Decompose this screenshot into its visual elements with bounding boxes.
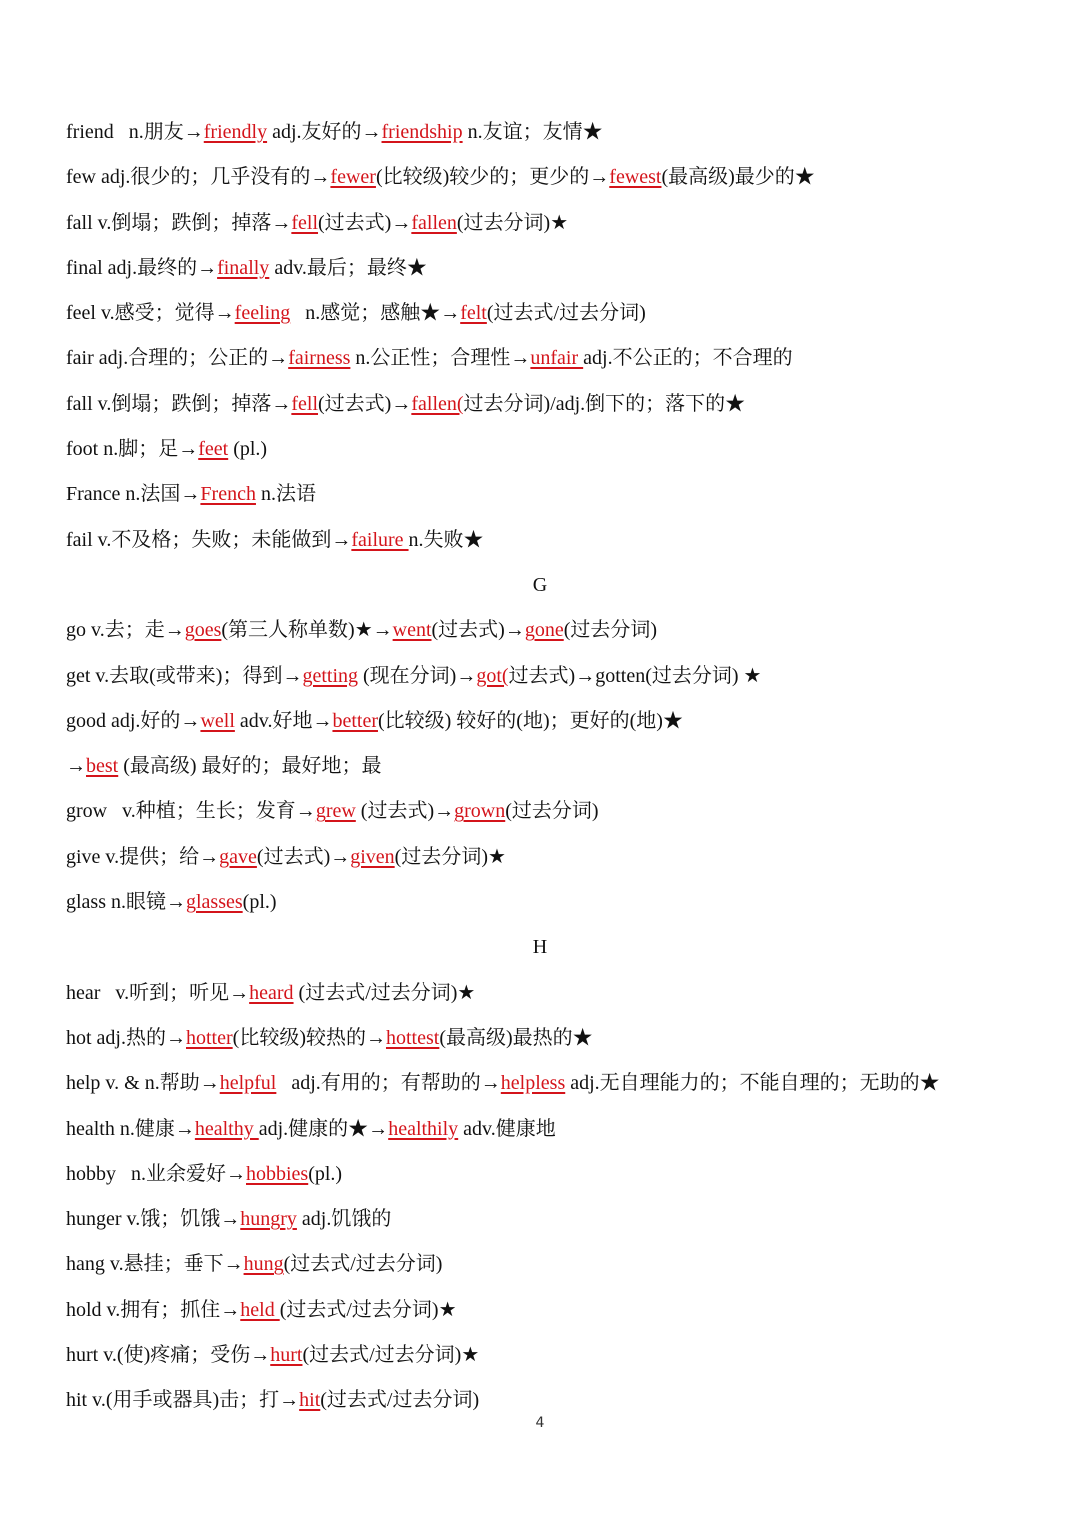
vocab-entry	[66, 882, 1046, 927]
entry-text: fall v.倒塌；跌倒；掉落→	[66, 211, 292, 234]
highlighted-word: healthy	[194, 1117, 259, 1140]
vocab-entry	[66, 429, 1046, 474]
vocab-entry	[66, 157, 1046, 202]
vocab-entry	[66, 1199, 1046, 1244]
entry-text: adv.健康地	[458, 1117, 556, 1140]
vocab-entry	[66, 1154, 1046, 1199]
entry-text: help v. & n.帮助→	[66, 1072, 220, 1095]
vocab-entry	[66, 293, 1046, 338]
highlighted-word: fallen	[411, 211, 457, 234]
entry-text: give v.提供；给→	[66, 845, 220, 868]
entry-text: (过去式/过去分词)★	[279, 1298, 457, 1321]
highlighted-word: fewer	[330, 166, 376, 189]
entry-text: H	[532, 936, 548, 959]
entry-text: adv.最后；最终★	[269, 256, 427, 279]
highlighted-word: fell	[291, 211, 319, 234]
entry-text: n.友谊；友情★	[462, 121, 603, 143]
highlighted-word: best	[86, 755, 119, 778]
entry-text: (过去分词)★	[456, 211, 569, 234]
highlighted-word: hottest	[385, 1026, 440, 1049]
section-heading	[0, 565, 1080, 610]
highlighted-word: goes	[184, 619, 222, 642]
entry-text: fall v.倒塌；跌倒；掉落→	[66, 392, 292, 415]
entry-text: few adj.很少的；几乎没有的→	[66, 166, 331, 189]
entry-text: 过去分词)/adj.倒下的；落下的★	[463, 392, 746, 415]
highlighted-word: feet	[198, 438, 229, 461]
highlighted-word: well	[200, 709, 235, 732]
entry-text: (最高级)最热的★	[439, 1026, 593, 1049]
section-heading	[0, 927, 1080, 972]
entry-text: adj.不公正的；不合理的	[583, 347, 793, 370]
vocab-entry	[66, 1109, 1046, 1154]
entry-text: adj.健康的★→	[258, 1117, 389, 1140]
highlighted-word: helpless	[500, 1072, 566, 1095]
highlighted-word: given	[350, 845, 395, 868]
highlighted-word: hung	[243, 1253, 284, 1276]
highlighted-word: failure	[351, 528, 409, 551]
highlighted-word: felt	[460, 302, 487, 325]
highlighted-word: held	[240, 1298, 280, 1321]
entry-text: →	[66, 755, 86, 778]
entry-text: (pl.)	[308, 1162, 343, 1185]
entry-text: n.公正性；合理性→	[350, 347, 531, 370]
highlighted-word: fairness	[288, 347, 351, 370]
entry-text: n.失败★	[408, 528, 484, 551]
highlighted-word: gave	[219, 845, 257, 868]
entry-text: (过去式)→	[256, 845, 351, 868]
entry-text: adj.无自理能力的；不能自理的；无助的★	[565, 1072, 940, 1095]
entry-text: (比较级)较热的→	[232, 1026, 386, 1049]
vocab-entry	[66, 791, 1046, 836]
vocab-entry	[66, 1063, 1046, 1108]
entry-text: health n.健康→	[66, 1117, 195, 1140]
entry-text: adj.友好的→	[267, 121, 382, 143]
highlighted-word: healthily	[388, 1117, 459, 1140]
vocab-entry	[66, 384, 1046, 429]
entry-text: (比较级) 较好的(地)；更好的(地)★	[377, 709, 683, 732]
highlighted-word: hungry	[240, 1208, 297, 1231]
vocab-entry	[66, 474, 1046, 519]
entry-text: hobby n.业余爱好→	[66, 1162, 246, 1185]
vocab-entry	[66, 520, 1046, 565]
entry-text: (过去式)→	[431, 619, 525, 642]
entry-text: adj.饥饿的	[296, 1208, 392, 1231]
entry-text: G	[532, 573, 548, 596]
entry-text: get v.去取(或带来)；得到→	[66, 664, 303, 687]
highlighted-word: went	[392, 619, 432, 642]
vocab-entry	[66, 1290, 1046, 1335]
entry-text: go v.去；走→	[66, 619, 185, 642]
entry-text: (pl.)	[242, 891, 277, 914]
vocabulary-list	[66, 112, 1046, 1426]
entry-text: foot n.脚；足→	[66, 438, 199, 461]
entry-text: (最高级) 最好的；最好地；最	[118, 755, 382, 778]
entry-text: (过去式)→	[318, 392, 412, 415]
vocab-entry	[66, 203, 1046, 248]
vocab-entry	[66, 1244, 1046, 1289]
vocab-entry	[66, 837, 1046, 882]
highlighted-word: feeling	[234, 302, 291, 325]
entry-text: France n.法国→	[66, 483, 201, 506]
highlighted-word: grown	[454, 800, 506, 823]
entry-text: hang v.悬挂；垂下→	[66, 1253, 244, 1276]
entry-text: (过去式)→	[355, 800, 455, 823]
vocab-entry	[66, 1018, 1046, 1063]
highlighted-word: gone	[524, 619, 564, 642]
entry-text: (过去式/过去分词)	[283, 1253, 443, 1276]
vocab-entry	[66, 656, 1046, 701]
entry-text: grow v.种植；生长；发育→	[66, 800, 316, 823]
entry-text: adj.有用的；有帮助的→	[276, 1072, 501, 1095]
highlighted-word: got(	[476, 664, 509, 687]
highlighted-word: getting	[302, 664, 359, 687]
entry-text: 过去式)→gotten(过去分词) ★	[508, 664, 762, 687]
entry-text: (过去分词)★	[394, 845, 506, 868]
highlighted-word: glasses	[186, 891, 243, 914]
entry-text: n.感觉；感触★→	[290, 302, 461, 325]
entry-text: (过去式/过去分词)★	[302, 1344, 480, 1367]
entry-text: hit v.(用手或器具)击；打→	[66, 1389, 300, 1412]
entry-text: hold v.拥有；抓住→	[66, 1298, 241, 1321]
vocab-entry	[66, 610, 1046, 655]
entry-text: good adj.好的→	[66, 709, 201, 732]
vocab-entry	[66, 701, 1046, 746]
vocab-entry	[66, 973, 1046, 1018]
entry-text: hunger v.饿；饥饿→	[66, 1208, 241, 1231]
entry-text: (过去分词)	[505, 800, 599, 823]
vocab-entry	[66, 746, 1046, 791]
highlighted-word: French	[200, 483, 256, 506]
entry-text: hear v.听到；听见→	[66, 981, 250, 1004]
highlighted-word: hurt	[270, 1344, 303, 1367]
entry-text: (过去式)→	[318, 211, 412, 234]
highlighted-word: hotter	[186, 1026, 233, 1049]
page-number: 4	[535, 1415, 545, 1431]
highlighted-word: unfair	[530, 347, 584, 370]
entry-text: friend n.朋友→	[66, 121, 204, 143]
entry-text: (比较级)较少的；更少的→	[375, 166, 610, 189]
entry-text: n.法语	[255, 483, 316, 506]
entry-text: glass n.眼镜→	[66, 891, 186, 914]
highlighted-word: helpful	[219, 1072, 277, 1095]
highlighted-word: hobbies	[246, 1162, 309, 1185]
vocab-entry	[66, 338, 1046, 383]
highlighted-word: hit	[299, 1389, 321, 1412]
entry-text: (pl.)	[228, 438, 268, 461]
highlighted-word: better	[332, 709, 378, 732]
entry-text: (过去式/过去分词)	[320, 1389, 480, 1412]
entry-text: (过去式/过去分词)	[486, 302, 646, 325]
entry-text: hot adj.热的→	[66, 1026, 186, 1049]
highlighted-word: friendship	[381, 121, 463, 143]
entry-text: adv.好地→	[234, 709, 333, 732]
highlighted-word: finally	[217, 256, 270, 279]
entry-text: fail v.不及格；失败；未能做到→	[66, 528, 352, 551]
vocab-entry	[66, 1335, 1046, 1380]
highlighted-word: fewest	[609, 166, 662, 189]
entry-text: final adj.最终的→	[66, 256, 218, 279]
highlighted-word: grew	[315, 800, 356, 823]
vocab-entry	[66, 112, 1046, 157]
entry-text: fair adj.合理的；公正的→	[66, 347, 289, 370]
entry-text: (现在分词)→	[358, 664, 477, 687]
highlighted-word: heard	[249, 981, 294, 1004]
entry-text: feel v.感受；觉得→	[66, 302, 235, 325]
entry-text: (第三人称单数)★→	[221, 619, 393, 642]
entry-text: (过去式/过去分词)★	[293, 981, 476, 1004]
highlighted-word: fell	[291, 392, 319, 415]
entry-text: (最高级)最少的★	[661, 166, 815, 189]
highlighted-word: fallen(	[411, 392, 464, 415]
vocab-entry	[66, 248, 1046, 293]
entry-text: (过去分词)	[563, 619, 658, 642]
highlighted-word: friendly	[203, 121, 268, 143]
entry-text: hurt v.(使)疼痛；受伤→	[66, 1344, 271, 1367]
